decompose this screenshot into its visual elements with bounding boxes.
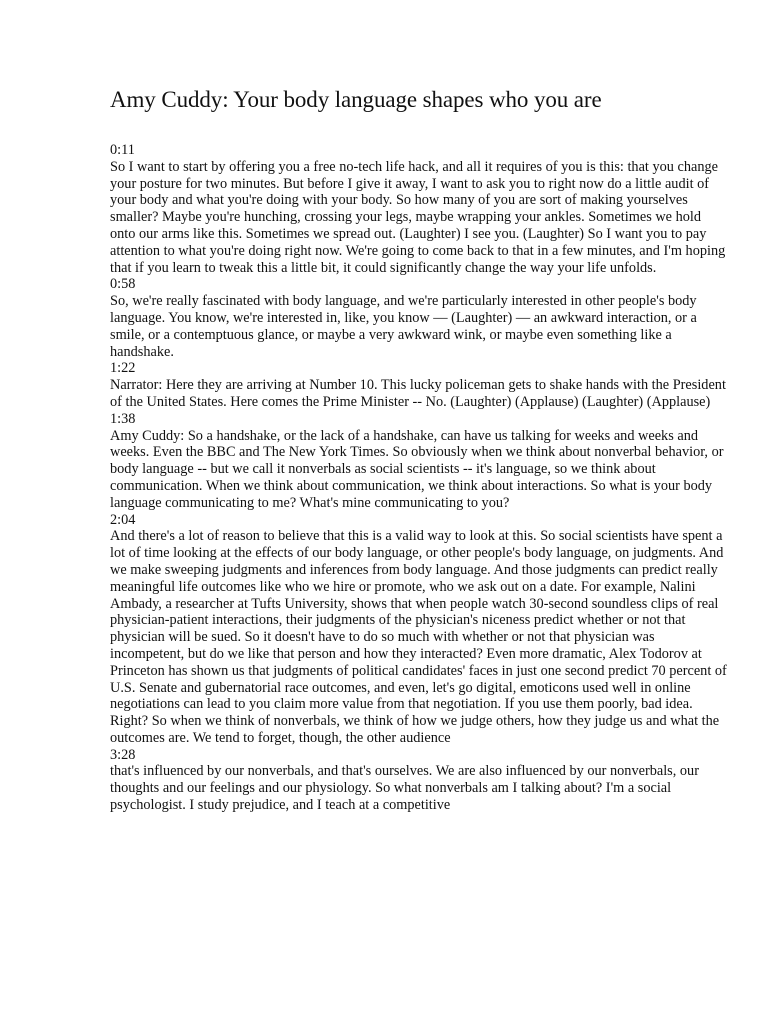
document-title: Amy Cuddy: Your body language shapes who you are: [110, 87, 602, 112]
timestamp: 0:11: [110, 142, 135, 158]
transcript-segment: [110, 747, 728, 814]
transcript-paragraph: that's influenced by our nonverbals, and that's ourselves. We are also influenced by our nonverbals, our thoughts and our feelings and our physiology. So what nonverbals am I talking about? I'm a social psychologist. I study prejudice, and I teach at a competitive: [110, 763, 699, 814]
transcript-paragraph: And there's a lot of reason to believe that this is a valid way to look at this. So social scientists have spent a lot of time looking at the effects of our body language, or other people's body language, on judgments. And we make sweeping judgments and inferences from body language. And those judgments can predict really meaningful life outcomes like who we hire or promote, who we ask out on a date. For example, Nalini Ambady, a researcher at Tufts University, shows that when people watch 30-second soundless clips of real physician-patient interactions, their judgments of the physician's niceness predict whether or not that physician will be sued. So it doesn't have to do so much with whether or not that physician was incompetent, but do we like that person and how they interacted? Even more dramatic, Alex Todorov at Princeton has shown us that judgments of political candidates' faces in just one second predict 70 percent of U.S. Senate and gubernatorial race outcomes, and even, let's go digital, emoticons used well in online negotiations can lead to you claim more value from that negotiation. If you use them poorly, bad idea. Right? So when we think of nonverbals, we think of how we judge others, how they judge us and what the outcomes are. We tend to forget, though, the other audience: [110, 528, 727, 746]
transcript-segment: [110, 360, 728, 410]
transcript-segment: [110, 411, 728, 512]
timestamp: 3:28: [110, 746, 136, 763]
transcript-segment: [110, 512, 728, 747]
timestamp: 0:58: [110, 276, 136, 293]
timestamp: 2:04: [110, 511, 136, 528]
transcript-paragraph: So, we're really fascinated with body language, and we're particularly interested in other people's body language. You know, we're interested in, like, you know — (Laughter) — an awkward interaction, or a smile, or a contemptuous glance, or maybe a very awkward wink, or maybe even something like a handshake.: [110, 293, 697, 360]
transcript-paragraph: So I want to start by offering you a free no-tech life hack, and all it requires of you is this: that you change your posture for two minutes. But before I give it away, I want to ask you to right now do a little audit of your body and what you're doing with your body. So how many of you are sort of making yourselves smaller? Maybe you're hunching, crossing your legs, maybe wrapping your ankles. Sometimes we hold onto our arms like this. Sometimes we spread out. (Laughter) I see you. (Laughter) So I want you to pay attention to what you're doing right now. We're going to come back to that in a few minutes, and I'm hoping that if you learn to tweak this a little bit, it could significantly change the way your life unfolds.: [110, 158, 726, 276]
timestamp: 1:22: [110, 360, 136, 377]
transcript-paragraph: Narrator: Here they are arriving at Number 10. This lucky policeman gets to shake hands with the President of the United States. Here comes the Prime Minister -- No. (Laughter) (Applause) (Laughter) (Applause): [110, 377, 726, 410]
timestamp: 1:38: [110, 410, 136, 427]
transcript-segment: [110, 276, 728, 360]
transcript-segment: [110, 142, 728, 276]
transcript-body: [110, 142, 728, 814]
transcript-paragraph: Amy Cuddy: So a handshake, or the lack of a handshake, can have us talking for weeks and weeks and weeks. Even the BBC and The New York Times. So obviously when we think about nonverbal behavior, or body language -- but we call it nonverbals as social scientists -- it's language, so we think about communication. When we think about communication, we think about interactions. So what is your body language communicating to me? What's mine communicating to you?: [110, 427, 724, 511]
